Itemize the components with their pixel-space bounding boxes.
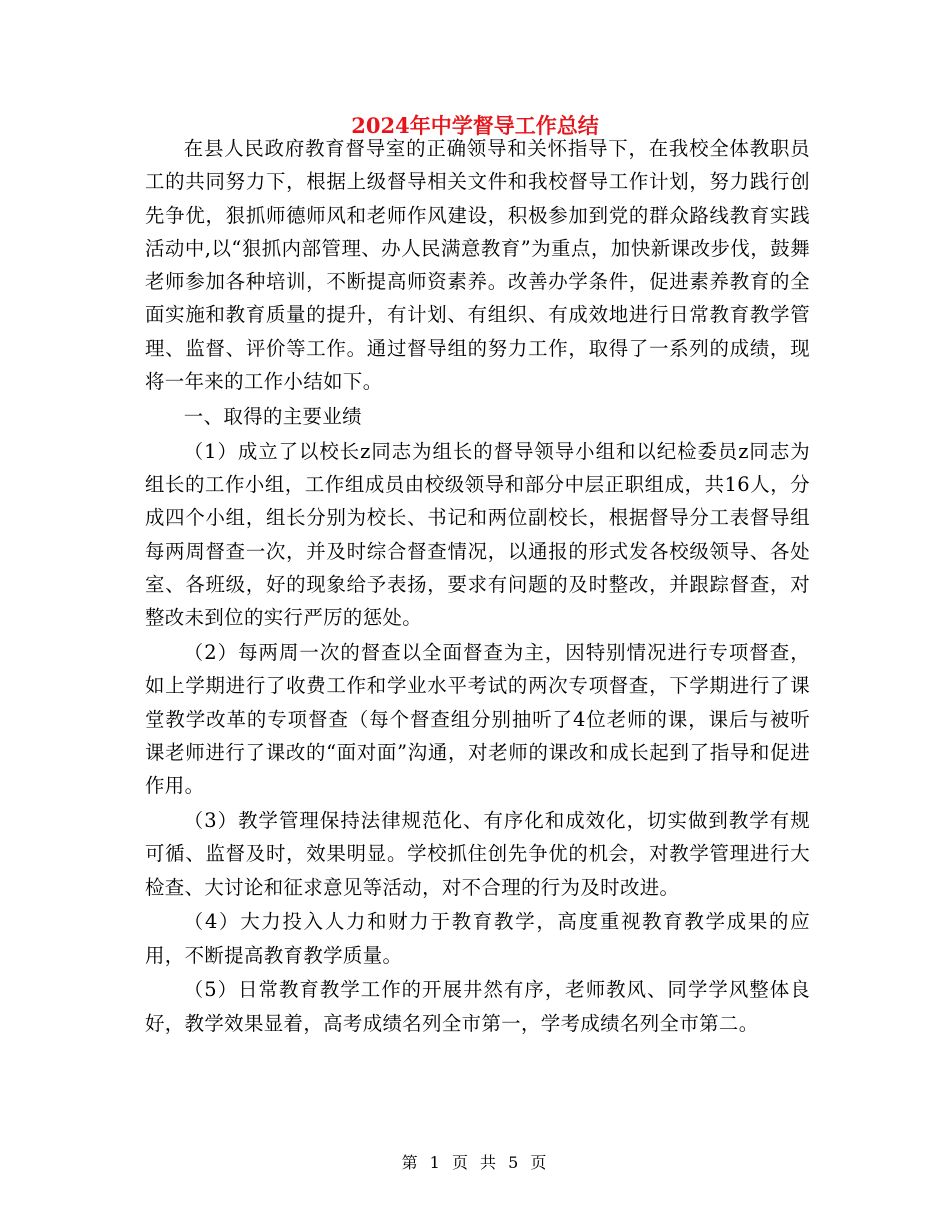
achievement-item-3: （3）教学管理保持法律规范化、有序化和成效化，切实做到教学有规可循、监督及时，效果明显。学校抓住创先争优的机会，对教学管理进行大检查、大讨论和征求意见等活动，对不合理的行为及时改进。 (145, 808, 810, 899)
achievement-item-2: （2）每两周一次的督查以全面督查为主，因特别情况进行专项督查，如上学期进行了收费工作和学业水平考试的两次专项督查，下学期进行了课堂教学改革的专项督查（每个督查组分别抽听了4位老师的课，课后与被听课老师进行了课改的“面对面”沟通，对老师的课改和成长起到了指导和促进作用。 (145, 640, 810, 798)
achievement-item-4: （4）大力投入人力和财力于教育教学，高度重视教育教学成果的应用，不断提高教育教学质量。 (145, 910, 810, 967)
document-title: 2024年中学督导工作总结 (351, 113, 599, 138)
page-footer: 第 1 页 共 5 页 (401, 1153, 549, 1172)
section-heading: 一、取得的主要业绩 (183, 404, 362, 428)
intro-paragraph: 在县人民政府教育督导室的正确领导和关怀指导下，在我校全体教职员工的共同努力下，根据上级督导相关文件和我校督导工作计划，努力践行创先争优，狠抓师德师风和老师作风建设，积极参加到党的群众路线教育实践活动中,以“狠抓内部管理、办人民满意教育”为重点，加快新课改步伐，鼓舞老师参加各种培训，不断提高师资素养。改善办学条件，促进素养教育的全面实施和教育质量的提升，有计划、有组织、有成效地进行日常教育教学管理、监督、评价等工作。通过督导组的努力工作，取得了一系列的成绩，现将一年来的工作小结如下。 (145, 137, 810, 394)
achievement-item-5: （5）日常教育教学工作的开展井然有序，老师教风、同学学风整体良好，教学效果显着，高考成绩名列全市第一，学考成绩名列全市第二。 (145, 978, 810, 1035)
document-body (145, 132, 810, 1040)
achievement-item-1: （1）成立了以校长z同志为组长的督导领导小组和以纪检委员z同志为组长的工作小组，工作组成员由校级领导和部分中层正职组成，共16人，分成四个小组，组长分别为校长、书记和两位副校长，根据督导分工表督导组每两周督查一次，并及时综合督查情况，以通报的形式发各校级领导、各处室、各班级，好的现象给予表扬，要求有问题的及时整改，并跟踪督查，对整改未到位的实行严厉的惩处。 (145, 439, 810, 630)
